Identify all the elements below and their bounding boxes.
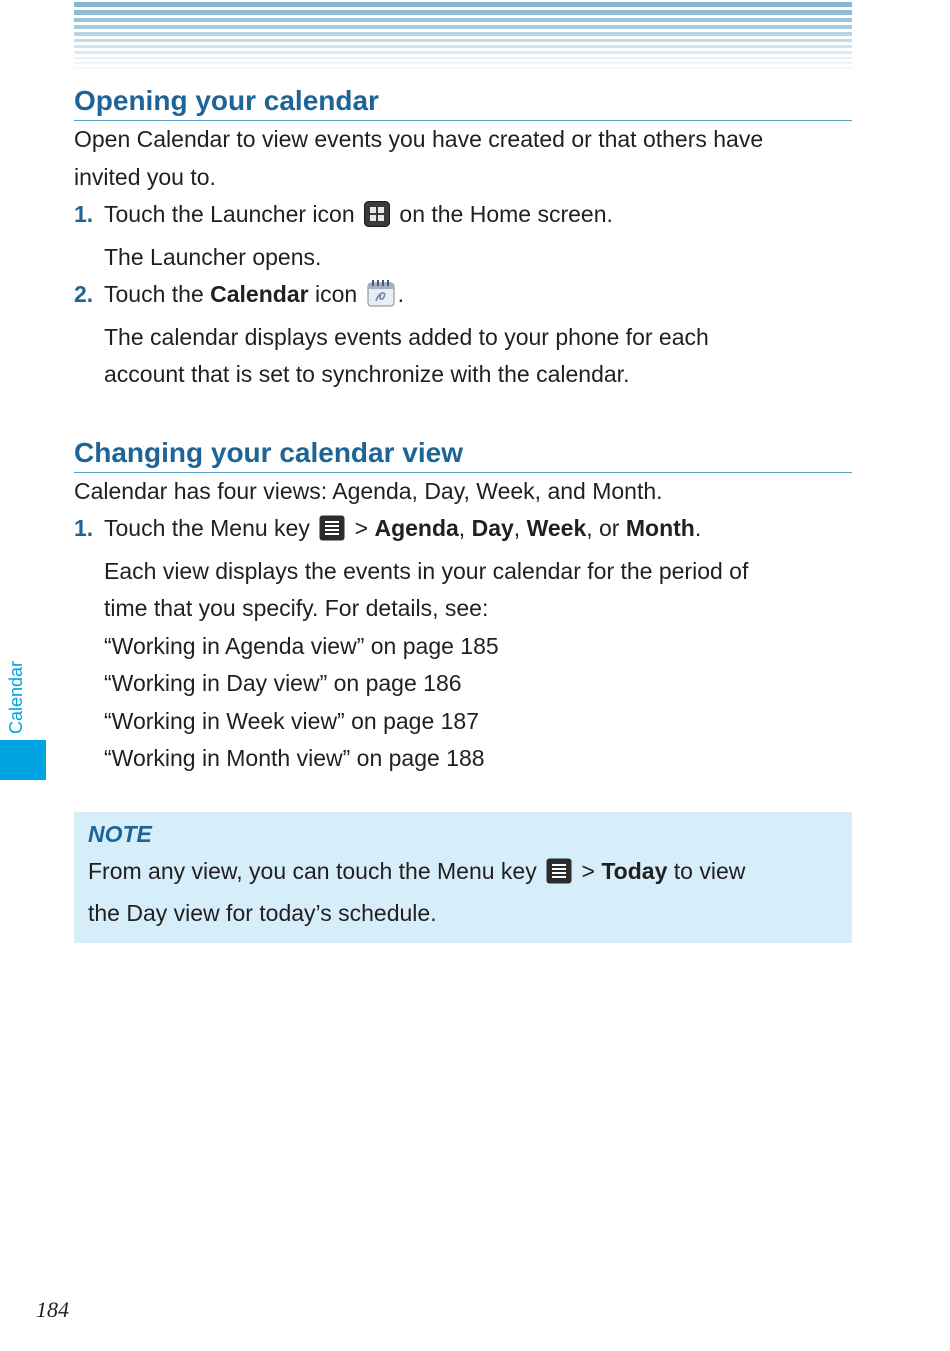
note-text: > xyxy=(575,857,602,884)
intro-line: Calendar has four views: Agenda, Day, Week, and Month. xyxy=(74,477,663,504)
note-text: From any view, you can touch the Menu key xyxy=(88,857,537,884)
note-box xyxy=(74,812,852,943)
note-text: to view xyxy=(667,857,746,884)
separator: , xyxy=(458,515,472,541)
step-result: The calendar displays events added to your phone for each xyxy=(104,323,709,350)
separator: , xyxy=(513,515,527,541)
note-body-line2: the Day view for today’s schedule. xyxy=(88,900,437,926)
step-item xyxy=(74,196,852,239)
step-text: . xyxy=(397,281,404,307)
separator: . xyxy=(694,515,702,541)
header-stripes xyxy=(74,0,852,78)
side-tab-marker xyxy=(0,740,46,780)
view-month: Month xyxy=(625,515,695,541)
step-detail: Each view displays the events in your calendar for the period of xyxy=(104,557,749,584)
step-text: Touch the xyxy=(104,281,211,307)
page-content xyxy=(74,82,852,943)
page-reference: “Working in Day view” on page 186 xyxy=(104,670,462,696)
note-body xyxy=(88,853,838,896)
step-detail: time that you specify. For details, see: xyxy=(104,595,489,621)
step-number: 1. xyxy=(74,515,94,541)
step-text: > xyxy=(348,515,375,541)
menu-key-icon xyxy=(319,515,345,553)
side-tab-text: Calendar xyxy=(6,660,26,734)
page-reference: “Working in Month view” on page 188 xyxy=(104,745,485,771)
step-result: account that is set to synchronize with the calendar. xyxy=(104,361,630,387)
intro-line: Open Calendar to view events you have created or that others have xyxy=(74,126,764,152)
view-agenda: Agenda xyxy=(374,515,459,541)
step-number: 1. xyxy=(74,201,94,227)
separator: , or xyxy=(586,515,626,541)
calendar-label: Calendar xyxy=(210,281,309,307)
note-title: NOTE xyxy=(88,820,152,847)
page-reference: “Working in Agenda view” on page 185 xyxy=(104,632,499,659)
step-text: on the Home screen. xyxy=(399,201,613,227)
step-text: Touch the Menu key xyxy=(104,515,310,541)
launcher-icon xyxy=(364,201,390,239)
page-reference: “Working in Week view” on page 187 xyxy=(104,707,480,734)
today-label: Today xyxy=(601,857,668,884)
step-item xyxy=(74,510,852,553)
step-item xyxy=(74,276,852,319)
step-number: 2. xyxy=(74,281,94,307)
menu-key-icon xyxy=(546,858,572,896)
section-heading-opening: Opening your calendar xyxy=(74,82,852,121)
step-text: Touch the Launcher icon xyxy=(104,201,355,227)
view-week: Week xyxy=(526,515,587,541)
step-text: icon xyxy=(308,281,358,307)
view-day: Day xyxy=(471,515,514,541)
calendar-icon xyxy=(367,279,395,319)
section-heading-changing: Changing your calendar view xyxy=(74,434,852,473)
page-number: 184 xyxy=(36,1297,69,1322)
step-result: The Launcher opens. xyxy=(104,243,322,270)
intro-line: invited you to. xyxy=(74,163,216,190)
